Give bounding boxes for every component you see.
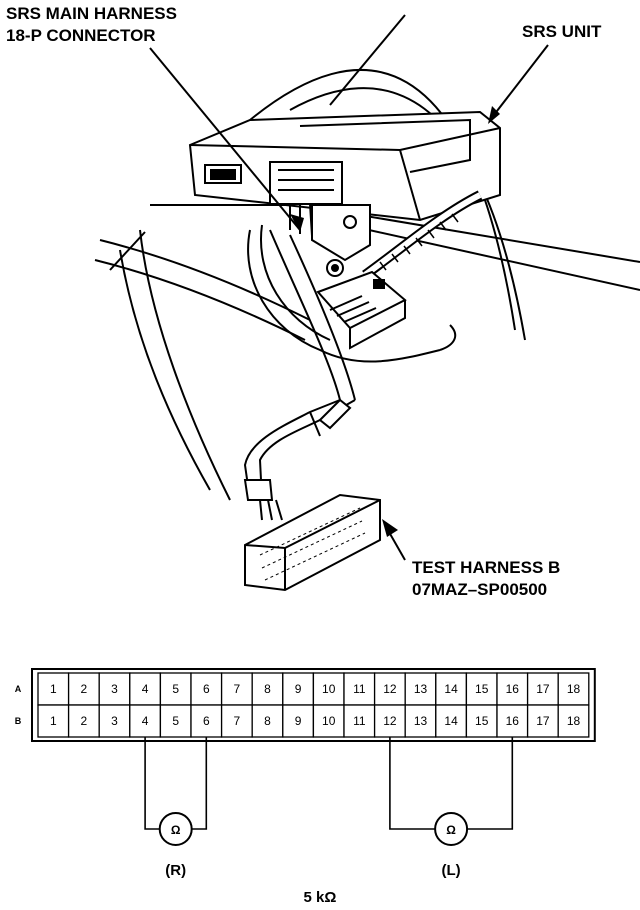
pinout-grid: [15, 669, 595, 741]
pin-number: 13: [413, 714, 428, 728]
pin-number: 6: [202, 714, 210, 728]
pin-number: 10: [322, 714, 336, 728]
connector-pinout-diagram: [0, 640, 640, 910]
test-lead: [467, 737, 512, 829]
pin-number: 1: [49, 682, 57, 696]
pin-number: 5: [172, 714, 180, 728]
pin-number: 4: [141, 714, 149, 728]
harness-label-line1: SRS MAIN HARNESS: [6, 4, 177, 23]
pin-number: 18: [566, 714, 581, 728]
pin-number: 5: [172, 682, 180, 696]
pin-number: 15: [475, 714, 489, 728]
pin-number: 8: [264, 682, 271, 696]
meter-wiring: [145, 737, 512, 906]
meter-side-label: (R): [165, 862, 187, 879]
srs-unit-label: SRS UNIT: [522, 22, 602, 41]
pin-number: 3: [111, 714, 118, 728]
harness-cables: [95, 225, 455, 520]
pin-number: 16: [505, 714, 519, 728]
pin-number: 8: [264, 714, 271, 728]
pin-number: 14: [444, 714, 458, 728]
pin-number: 4: [141, 682, 149, 696]
mounting-bracket: [312, 205, 370, 276]
pin-number: 10: [322, 682, 336, 696]
panel-curve: [120, 250, 210, 490]
pin-number: 15: [475, 682, 489, 696]
test-harness-arrowhead: [382, 519, 398, 537]
pin-number: 12: [383, 682, 397, 696]
pin-number: 7: [233, 714, 241, 728]
pin-number: 6: [202, 682, 210, 696]
pin-number: 17: [536, 682, 550, 696]
pin-number: 7: [233, 682, 241, 696]
pin-number: 12: [383, 714, 397, 728]
pin-number: 18: [566, 682, 581, 696]
harness-label-line2: 18-P CONNECTOR: [6, 26, 156, 45]
test-lead: [192, 737, 207, 829]
pin-number: 13: [413, 682, 428, 696]
ohmmeter-symbol: Ω: [170, 823, 181, 837]
pin-number: 9: [294, 682, 302, 696]
pin-number: 11: [353, 714, 366, 728]
pin-number: 1: [49, 714, 57, 728]
resistance-value: 5 kΩ: [303, 889, 337, 906]
panel-edge-line: [330, 210, 640, 262]
srs-unit-box: [190, 112, 500, 220]
pin-number: 9: [294, 714, 302, 728]
ohmmeter-symbol: Ω: [446, 823, 456, 837]
pin-number: 17: [536, 714, 550, 728]
pin-number: 2: [80, 682, 88, 696]
pin-number: 16: [505, 682, 519, 696]
harness-arrowhead: [290, 214, 304, 232]
srs-unit-leader-line: [490, 45, 548, 120]
test-lead: [145, 737, 160, 829]
test-lead: [390, 737, 435, 829]
test-harness-label-line2: 07MAZ–SP00500: [412, 580, 548, 599]
pin-number: 11: [353, 682, 366, 696]
main-harness-18p-connector: [318, 272, 405, 348]
panel-curve: [330, 15, 405, 105]
pin-number: 14: [444, 682, 458, 696]
meter-side-label: (L): [441, 862, 461, 879]
panel-curve: [140, 230, 230, 500]
row-label-a: A: [14, 684, 22, 694]
pin-number: 2: [80, 714, 88, 728]
pin-number: 3: [111, 682, 118, 696]
test-harness-b-connector: [245, 495, 380, 590]
test-harness-label-line1: TEST HARNESS B: [412, 558, 561, 577]
row-label-b: B: [14, 716, 22, 726]
